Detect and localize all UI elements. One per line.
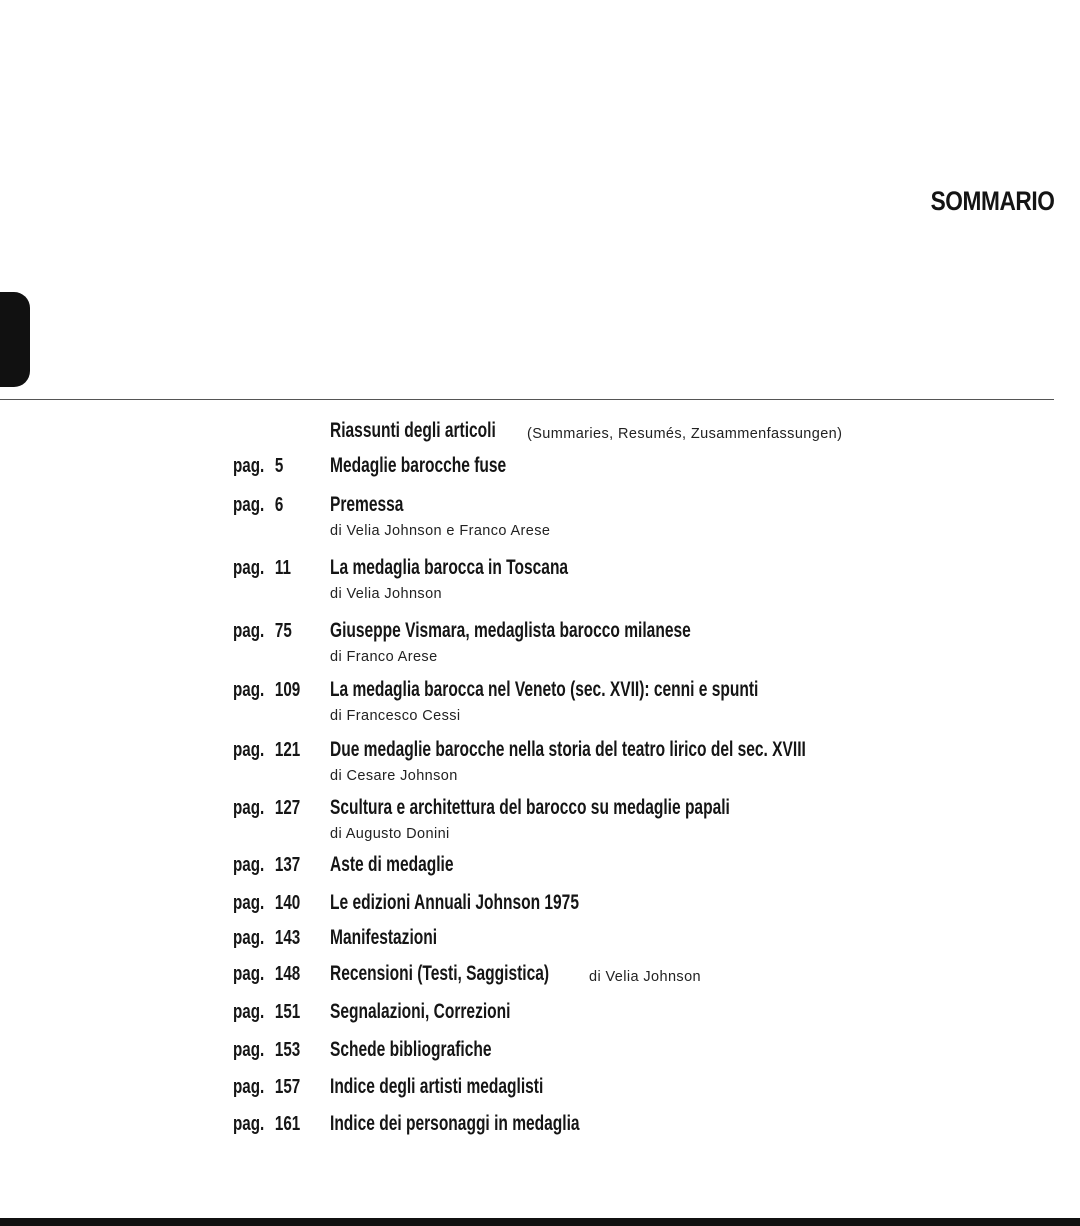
toc-title: La medaglia barocca nel Veneto (sec. XVII): cenni e spunti <box>330 678 759 701</box>
toc-page-ref <box>233 454 301 478</box>
toc-author: di Cesare Johnson <box>330 768 458 784</box>
page-heading: SOMMARIO <box>930 186 1054 216</box>
toc-entry-body <box>330 1038 1050 1064</box>
toc-entry-body <box>330 738 1050 785</box>
toc-page-ref <box>233 1038 301 1062</box>
page-label: pag. <box>233 1039 265 1061</box>
page-label: pag. <box>233 1113 265 1135</box>
toc-title: Giuseppe Vismara, medaglista barocco milanese <box>330 619 691 642</box>
toc-entry-body <box>330 1000 1050 1026</box>
toc-page-ref <box>233 1075 301 1099</box>
toc-entry-body <box>330 796 1050 843</box>
toc-entry-body <box>330 1075 1050 1101</box>
toc-title: Recensioni (Testi, Saggistica) <box>330 962 550 985</box>
page-bottom-edge <box>0 1218 1080 1226</box>
toc-title: Aste di medaglie <box>330 853 454 876</box>
page-number: 153 <box>274 1039 301 1061</box>
toc-page-ref <box>233 493 301 517</box>
toc-title: Riassunti degli articoli <box>330 419 496 442</box>
toc-title: Indice dei personaggi in medaglia <box>330 1112 580 1135</box>
page-number: 148 <box>274 963 301 985</box>
page-label: pag. <box>233 1001 265 1023</box>
toc-entry-body <box>330 853 1050 879</box>
toc-entry-body <box>330 926 1050 952</box>
page-label: pag. <box>233 963 265 985</box>
toc-title: Segnalazioni, Correzioni <box>330 1000 511 1023</box>
page-label: pag. <box>233 494 265 516</box>
page-number: 161 <box>274 1113 301 1135</box>
toc-entry-body <box>330 556 1050 603</box>
page-number: 140 <box>274 892 301 914</box>
page-number: 75 <box>274 620 292 642</box>
toc-page-ref <box>233 619 301 643</box>
page-number: 121 <box>274 739 301 761</box>
page-number: 11 <box>274 557 291 579</box>
page-label: pag. <box>233 557 265 579</box>
page-number: 109 <box>274 679 301 701</box>
page-number: 6 <box>274 494 284 516</box>
toc-entry-body <box>330 891 1050 917</box>
toc-title: La medaglia barocca in Toscana <box>330 556 569 579</box>
toc-entry-body <box>330 419 1050 445</box>
toc-page-ref <box>233 891 301 915</box>
page-label: pag. <box>233 739 265 761</box>
toc-title: Manifestazioni <box>330 926 438 949</box>
toc-author: di Franco Arese <box>330 649 438 665</box>
toc-entry-body <box>330 454 1050 480</box>
toc-page-ref <box>233 962 301 986</box>
page-label: pag. <box>233 620 265 642</box>
page-number: 143 <box>274 927 301 949</box>
toc-title: Indice degli artisti medaglisti <box>330 1075 544 1098</box>
toc-page-ref <box>233 1000 301 1024</box>
toc-author: di Francesco Cessi <box>330 708 461 724</box>
page-label: pag. <box>233 927 265 949</box>
toc-page-ref <box>233 796 301 820</box>
toc-note: (Summaries, Resumés, Zusammenfassungen) <box>527 426 843 442</box>
toc-title: Le edizioni Annuali Johnson 1975 <box>330 891 579 914</box>
page-number: 5 <box>274 455 284 477</box>
page-number: 157 <box>274 1076 301 1098</box>
page-number: 137 <box>274 854 301 876</box>
toc-author: di Augusto Donini <box>330 826 450 842</box>
toc-page-ref <box>233 926 301 950</box>
toc-entry-body <box>330 493 1050 540</box>
toc-author: di Velia Johnson <box>330 586 443 602</box>
toc-entry-body <box>330 678 1050 725</box>
page-label: pag. <box>233 854 265 876</box>
toc-title: Scultura e architettura del barocco su medaglie papali <box>330 796 730 819</box>
toc-note: di Velia Johnson <box>589 969 702 985</box>
toc-entry-body <box>330 962 1050 988</box>
toc-entry-body <box>330 619 1050 666</box>
toc-page-ref <box>233 738 301 762</box>
page-number: 127 <box>274 797 301 819</box>
toc-page-ref <box>233 678 301 702</box>
toc-page-ref <box>233 853 301 877</box>
toc-entry-body <box>330 1112 1050 1138</box>
toc-title: Due medaglie barocche nella storia del teatro lirico del sec. XVIII <box>330 738 806 761</box>
toc-page-ref <box>233 1112 301 1136</box>
toc-title: Medaglie barocche fuse <box>330 454 507 477</box>
toc-title: Schede bibliografiche <box>330 1038 492 1061</box>
page-label: pag. <box>233 455 265 477</box>
page-label: pag. <box>233 679 265 701</box>
toc-page-ref <box>233 556 301 580</box>
page-label: pag. <box>233 1076 265 1098</box>
page-label: pag. <box>233 892 265 914</box>
page-label: pag. <box>233 797 265 819</box>
toc-title: Premessa <box>330 493 404 516</box>
toc-author: di Velia Johnson e Franco Arese <box>330 523 551 539</box>
page-number: 151 <box>274 1001 301 1023</box>
